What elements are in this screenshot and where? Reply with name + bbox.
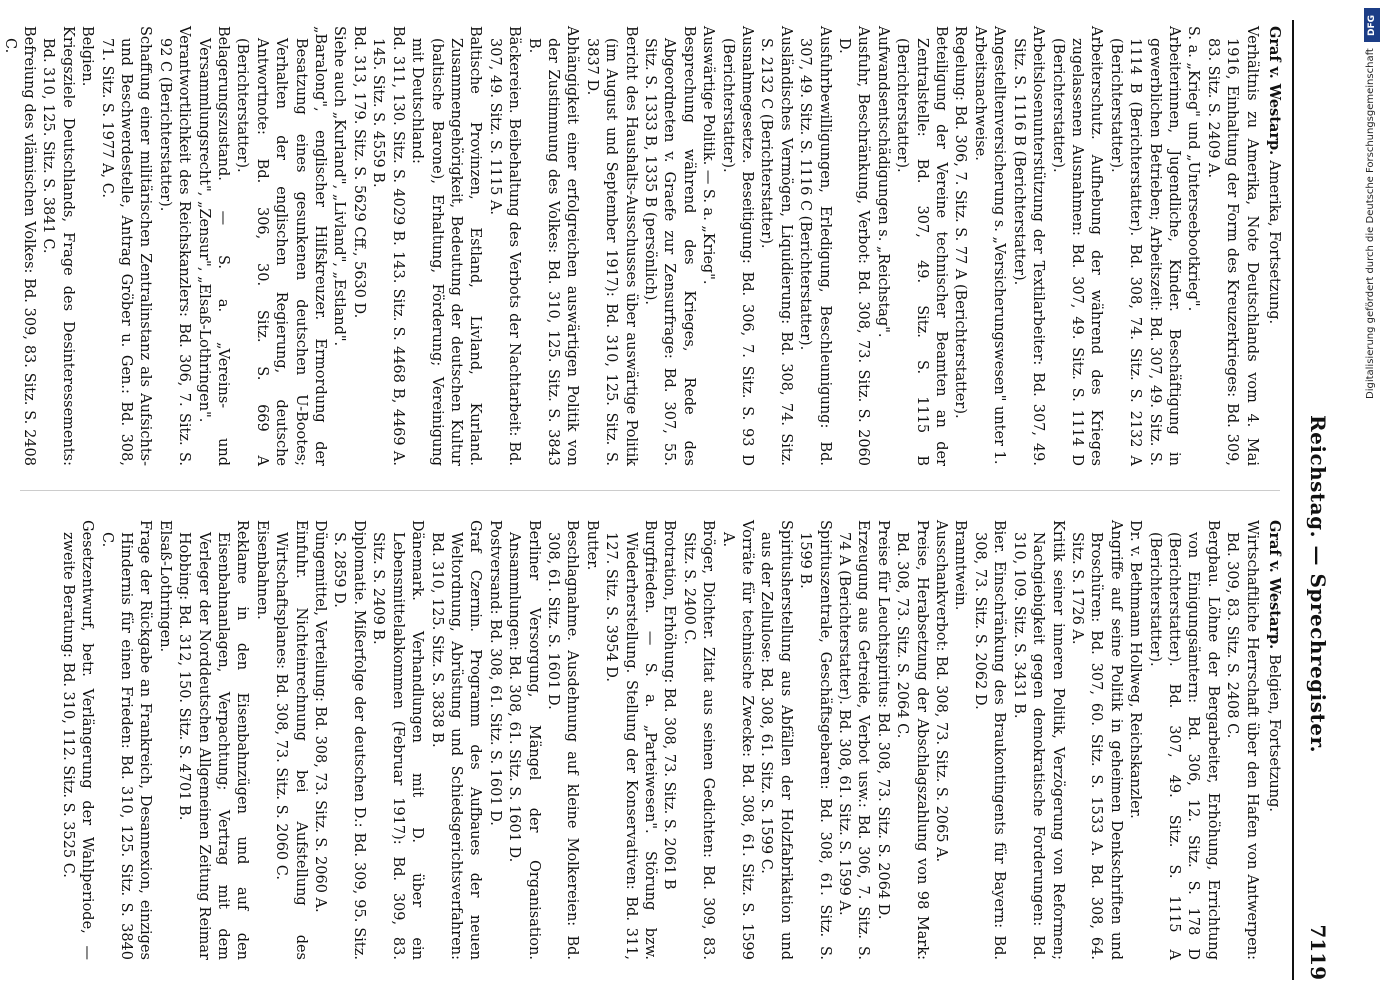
page-number: 7119 — [1306, 924, 1330, 980]
register-entry: Einfuhr. Nichteinrechnung bei Aufstellung des Wirtschaftsplanes: Bd. 308, 73. Sitz. S. 2060 C. — [273, 520, 309, 960]
register-entry: Ausnahmegesetze. Beseitigung: Bd. 306, 7. Sitz. S. 93 D (Berichterstatter). — [719, 26, 756, 466]
register-entry: Düngemittel, Verteilung: Bd. 308, 73. Sitz. S. 2060 A. — [312, 520, 329, 913]
register-entry: Bäckereien. Beibehaltung des Verbots der Nachtarbeit: Bd. 307, 49. Sitz. S. 1115 A. — [486, 26, 523, 466]
register-entry: Bd. 313, 179. Sitz. S. 5629 Cff., 5630 D. — [350, 26, 367, 319]
register-entry: Angestelltenversicherung s. „Versicherungswesen" unter 1. — [991, 26, 1008, 465]
register-entry: Bericht des Haushalts-Ausschusses über auswärtige Politik (im August und September 1917): Bd. 310, 125. Sitz. S. 3837 D. — [583, 26, 639, 466]
footer-credit: Digitalisierung gefördert durch die Deutsche Forschungsgemeinschaft — [1365, 48, 1376, 399]
right-column — [57, 520, 1284, 960]
right-heading-name: Graf v. Westarp. — [1266, 520, 1283, 650]
register-entry: Abhängigkeit einer erfolgreichen auswärtigen Politik von der Zustimmung des Volkes: Bd. 310, 125. Sitz. S. 3843 B. — [525, 26, 581, 466]
register-entry: Ausschankverbot: Bd. 308, 73. Sitz. S. 2065 A. — [933, 520, 950, 863]
page-title: Reichstag. — Sprechregister. — [1306, 415, 1330, 754]
register-entry: Branntwein. — [952, 520, 969, 611]
left-heading-name: Graf v. Westarp. — [1266, 26, 1283, 156]
register-entry: Arbeitsnachweise. — [971, 26, 988, 161]
left-column — [0, 26, 1284, 466]
register-entry: Schaffung einer militärischen Zentralinstanz als Aufsichts- und Beschwerdestelle, Antrag Gröber u. Gen.: Bd. 308, 71. Sitz. S. 1977 A, C. — [98, 26, 154, 466]
register-entry: Aufwandsentschädigungen s. „Reichstag". — [874, 26, 891, 338]
page-header — [1290, 20, 1330, 980]
register-entry: Brotration, Erhöhung: Bd. 308, 73. Sitz. S. 2061 B — [661, 520, 678, 890]
register-entry: Erzeugung aus Getreide, Verbot usw.: Bd. 306, 7. Sitz. S. 74 A (Berichterstatter). Bd. 308, 61. Sitz. S. 1599 A. — [836, 520, 872, 960]
register-entry: Ausfuhr, Beschränkung, Verbot: Bd. 308, 73. Sitz. S. 2060 D. — [836, 26, 872, 466]
register-entry: Bröger, Dichter. Zitat aus seinen Gedichten: Bd. 309, 83. Sitz. S. 2400 C. — [680, 520, 717, 960]
right-entries — [57, 520, 1260, 960]
register-entry: Preise, Herabsetzung der Abschlagszahlung von 98 Mark: Bd. 308, 73. Sitz. S. 2064 C. — [894, 520, 930, 960]
register-entry: Gesetzentwurf, betr. Verlängerung der Wahlperiode, — zweite Beratung: Bd. 310, 112. Sitz. S. 3525 C. — [59, 520, 96, 960]
left-entries — [0, 26, 1261, 466]
register-entry: Burgfrieden. — S. a. „Parteiwesen". Störung bzw. Wiederherstellung. Stellung der Konservativen: Bd. 311, 127. Sitz. S. 3954 D. — [603, 520, 658, 960]
right-column-heading — [1264, 520, 1284, 960]
register-entry: Beteiligung der Vereine technischer Beamten an der Zentralstelle: Bd. 307, 49. Sitz. S. 1115 B (Berichterstatter). — [894, 26, 950, 466]
register-entry: Postversand: Bd. 308, 61. Sitz. S. 1601 D. — [486, 520, 503, 826]
register-entry: Graf Czernin. Programm des Aufbaues der neuen Weltordnung, Abrüstung und Schiedsgerichtsverfahren: Bd. 310, 125. Sitz. S. 3838 B. — [428, 520, 484, 960]
register-entry: Regelung: Bd. 306, 7. Sitz. S. 77 A (Berichterstatter). — [952, 26, 969, 419]
register-entry: Verantwortlichkeit des Reichskanzlers: Bd. 306, 7. Sitz. S. 92 C (Berichterstatter). — [156, 26, 193, 466]
column-divider — [20, 490, 1280, 491]
register-entry: Ausfuhrbewilligungen, Erledigung, Beschleunigung: Bd. 307, 49. Sitz. S. 1116 C (Berichterstatter). — [797, 26, 833, 466]
register-entry: Arbeiterinnen, Jugendliche, Kinder. Beschäftigung in gewerblichen Betrieben; Arbeitszeit: Bd. 307, 49. Sitz. S. 1114 B (Berichterstatter). Bd. 308, 74. Sitz. S. 2132 A (Berichterstatter). — [1107, 26, 1182, 466]
register-entry: Arbeitslosenunterstützung der Textilarbeiter: Bd. 307, 49. Sitz. S. 1116 B (Berichterstatter). — [1010, 26, 1047, 466]
header-rule — [1292, 20, 1294, 980]
register-entry: Reklame in den Eisenbahnzügen und auf den Eisenbahnanlagen, Verpachtung; Vertrag mit dem Verleger der Norddeutschen Allgemeinen Zeitung Reimar Hobbing: Bd. 312, 150. Sitz. S. 4701 B. — [176, 520, 251, 960]
register-entry: Kriegsziele Deutschlands, Frage des Desinteressements: Bd. 310, 125. Sitz. S. 3841 C. — [40, 26, 76, 466]
register-entry: Angriffe auf seine Politik in geheimen Denkschriften und Broschüren: Bd. 307, 60. Sitz. S. 1533 A. Bd. 308, 64. Sitz. S. 1726 A. — [1068, 520, 1124, 960]
register-entry: Verhältnis zu Amerika, Note Deutschlands vom 4. Mai 1916, Einhaltung der Form des Kreuzerkrieges: Bd. 309, 83. Sitz. S. 2409 A. — [1204, 26, 1260, 466]
register-entry: Befreiung des vlämischen Volkes: Bd. 309, 83. Sitz. S. 2408 C. — [1, 26, 37, 466]
register-entry: „Baralong", englischer Hilfskreuzer. Ermordung der Besatzung eines gesunkenen deutschen U-Bootes; Verhalten der englischen Regierung, deutsche Antwortnote: Bd. 306, 30. Sitz. S. 669 A (Berichterstatter). — [234, 26, 329, 466]
register-entry: Kritik seiner inneren Politik, Verzögerung von Reformen; Nachgiebigkeit gegen demokratische Forderungen: Bd. 310, 109. Sitz. S. 3431 B. — [1010, 520, 1066, 960]
left-column-heading — [1264, 26, 1284, 466]
register-entry: Berliner Versorgung, Mängel der Organisation. Ansammlungen: Bd. 308, 61. Sitz. S. 1601 D. — [506, 520, 542, 960]
register-entry: Arbeiterschutz. Aufhebung der während des Krieges zugelassenen Ausnahmen: Bd. 307, 49. Sitz. S. 1114 D (Berichterstatter). — [1049, 26, 1105, 466]
register-entry: Elsaß-Lothringen. — [156, 520, 173, 653]
register-entry: Beschlagnahme. Ausdehnung auf kleine Molkereien: Bd. 308, 61. Sitz. S. 1601 D. — [544, 520, 581, 960]
register-entry: Besprechung während des Krieges, Rede des Abgeordneten v. Graefe zur Zensurfrage: Bd. 307, 55. Sitz. S. 1333 B, 1335 B (persönlich). — [642, 26, 697, 466]
register-entry: Belgien. — [79, 26, 96, 87]
register-entry: Bd. 311, 130. Sitz. S. 4029 B. 143. Sitz. S. 4468 B, 4469 A. 145. Sitz. S. 4559 B. — [370, 26, 406, 466]
rotated-page — [0, 20, 1340, 980]
register-entry: Preise für Leuchtspiritus: Bd. 308, 73. Sitz. S. 2064 D. — [874, 520, 891, 920]
register-entry: Eisenbahnen. — [253, 520, 270, 620]
register-entry: Bier. Einschränkung des Braukontingents für Bayern: Bd. 308, 73. Sitz. S. 2062 D. — [971, 520, 1008, 960]
register-entry: Vorräte für technische Zwecke: Bd. 308, 61. Sitz. S. 1599 A. — [719, 520, 756, 960]
register-entry: Dänemark. Verhandlungen mit D. über ein Lebensmittelabkommen (Februar 1917): Bd. 309, 83. Sitz. S. 2409 B. — [370, 520, 426, 960]
register-entry: Auswärtige Politik. — S. a. „Krieg". — [700, 26, 717, 285]
right-heading-topic: Belgien, Fortsetzung. — [1266, 654, 1282, 812]
register-entry: Belagerungszustand. — S. a. „Vereins- und Versammlungsrecht", „Zensur", „Elsaß-Lothringen". — [195, 26, 232, 466]
register-entry: Baltische Provinzen, Estland, Livland, Kurland. Zusammengehörigkeit, Bedeutung der deutschen Kultur (baltische Barone), Erhaltung, Förderung; Vereinigung mit Deutschland: — [409, 26, 484, 466]
register-entry: Dr. v. Bethmann Hollweg, Reichskanzler. — [1127, 520, 1144, 819]
dfg-logo: DFG — [1364, 8, 1380, 42]
register-entry: Butter. — [583, 520, 600, 571]
register-entry: Spiritusherstellung aus Abfällen der Holzfabrikation und aus der Zellulose: Bd. 308, 61. Sitz. S. 1599 C. — [758, 520, 794, 960]
register-entry: Bergbau. Löhne der Bergarbeiter, Erhöhung, Errichtung von Einigungsämtern: Bd. 306, 12. Sitz. S. 178 D (Berichterstatter). Bd. 307, 49. Sitz. S. 1115 A (Berichterstatter). — [1146, 520, 1221, 960]
register-entry: Frage der Rückgabe an Frankreich, Desannexion, einziges Hindernis für einen Frieden: Bd. 310, 125. Sitz. S. 3840 C. — [98, 520, 154, 960]
register-entry: Diplomatie. Mißerfolge der deutschen D.: Bd. 309, 95. Sitz. S. 2859 D. — [331, 520, 367, 960]
register-entry: Wirtschaftliche Herrschaft über den Hafen von Antwerpen: Bd. 309, 83. Sitz. S. 2408 C. — [1224, 520, 1260, 960]
register-entry: Ausländisches Vermögen, Liquidierung: Bd. 308, 74. Sitz. S. 2132 C (Berichterstatter). — [758, 26, 794, 466]
left-heading-topic: Amerika, Fortsetzung. — [1266, 160, 1282, 325]
register-entry: Spirituszentrale, Geschäftsgebaren: Bd. 308, 61. Sitz. S. 1599 B. — [797, 520, 833, 960]
register-entry: Siehe auch „Kurland", „Livland", „Estland". — [331, 26, 348, 347]
register-entry: S. a. „Krieg" und „Unterseebootkrieg". — [1185, 26, 1202, 312]
